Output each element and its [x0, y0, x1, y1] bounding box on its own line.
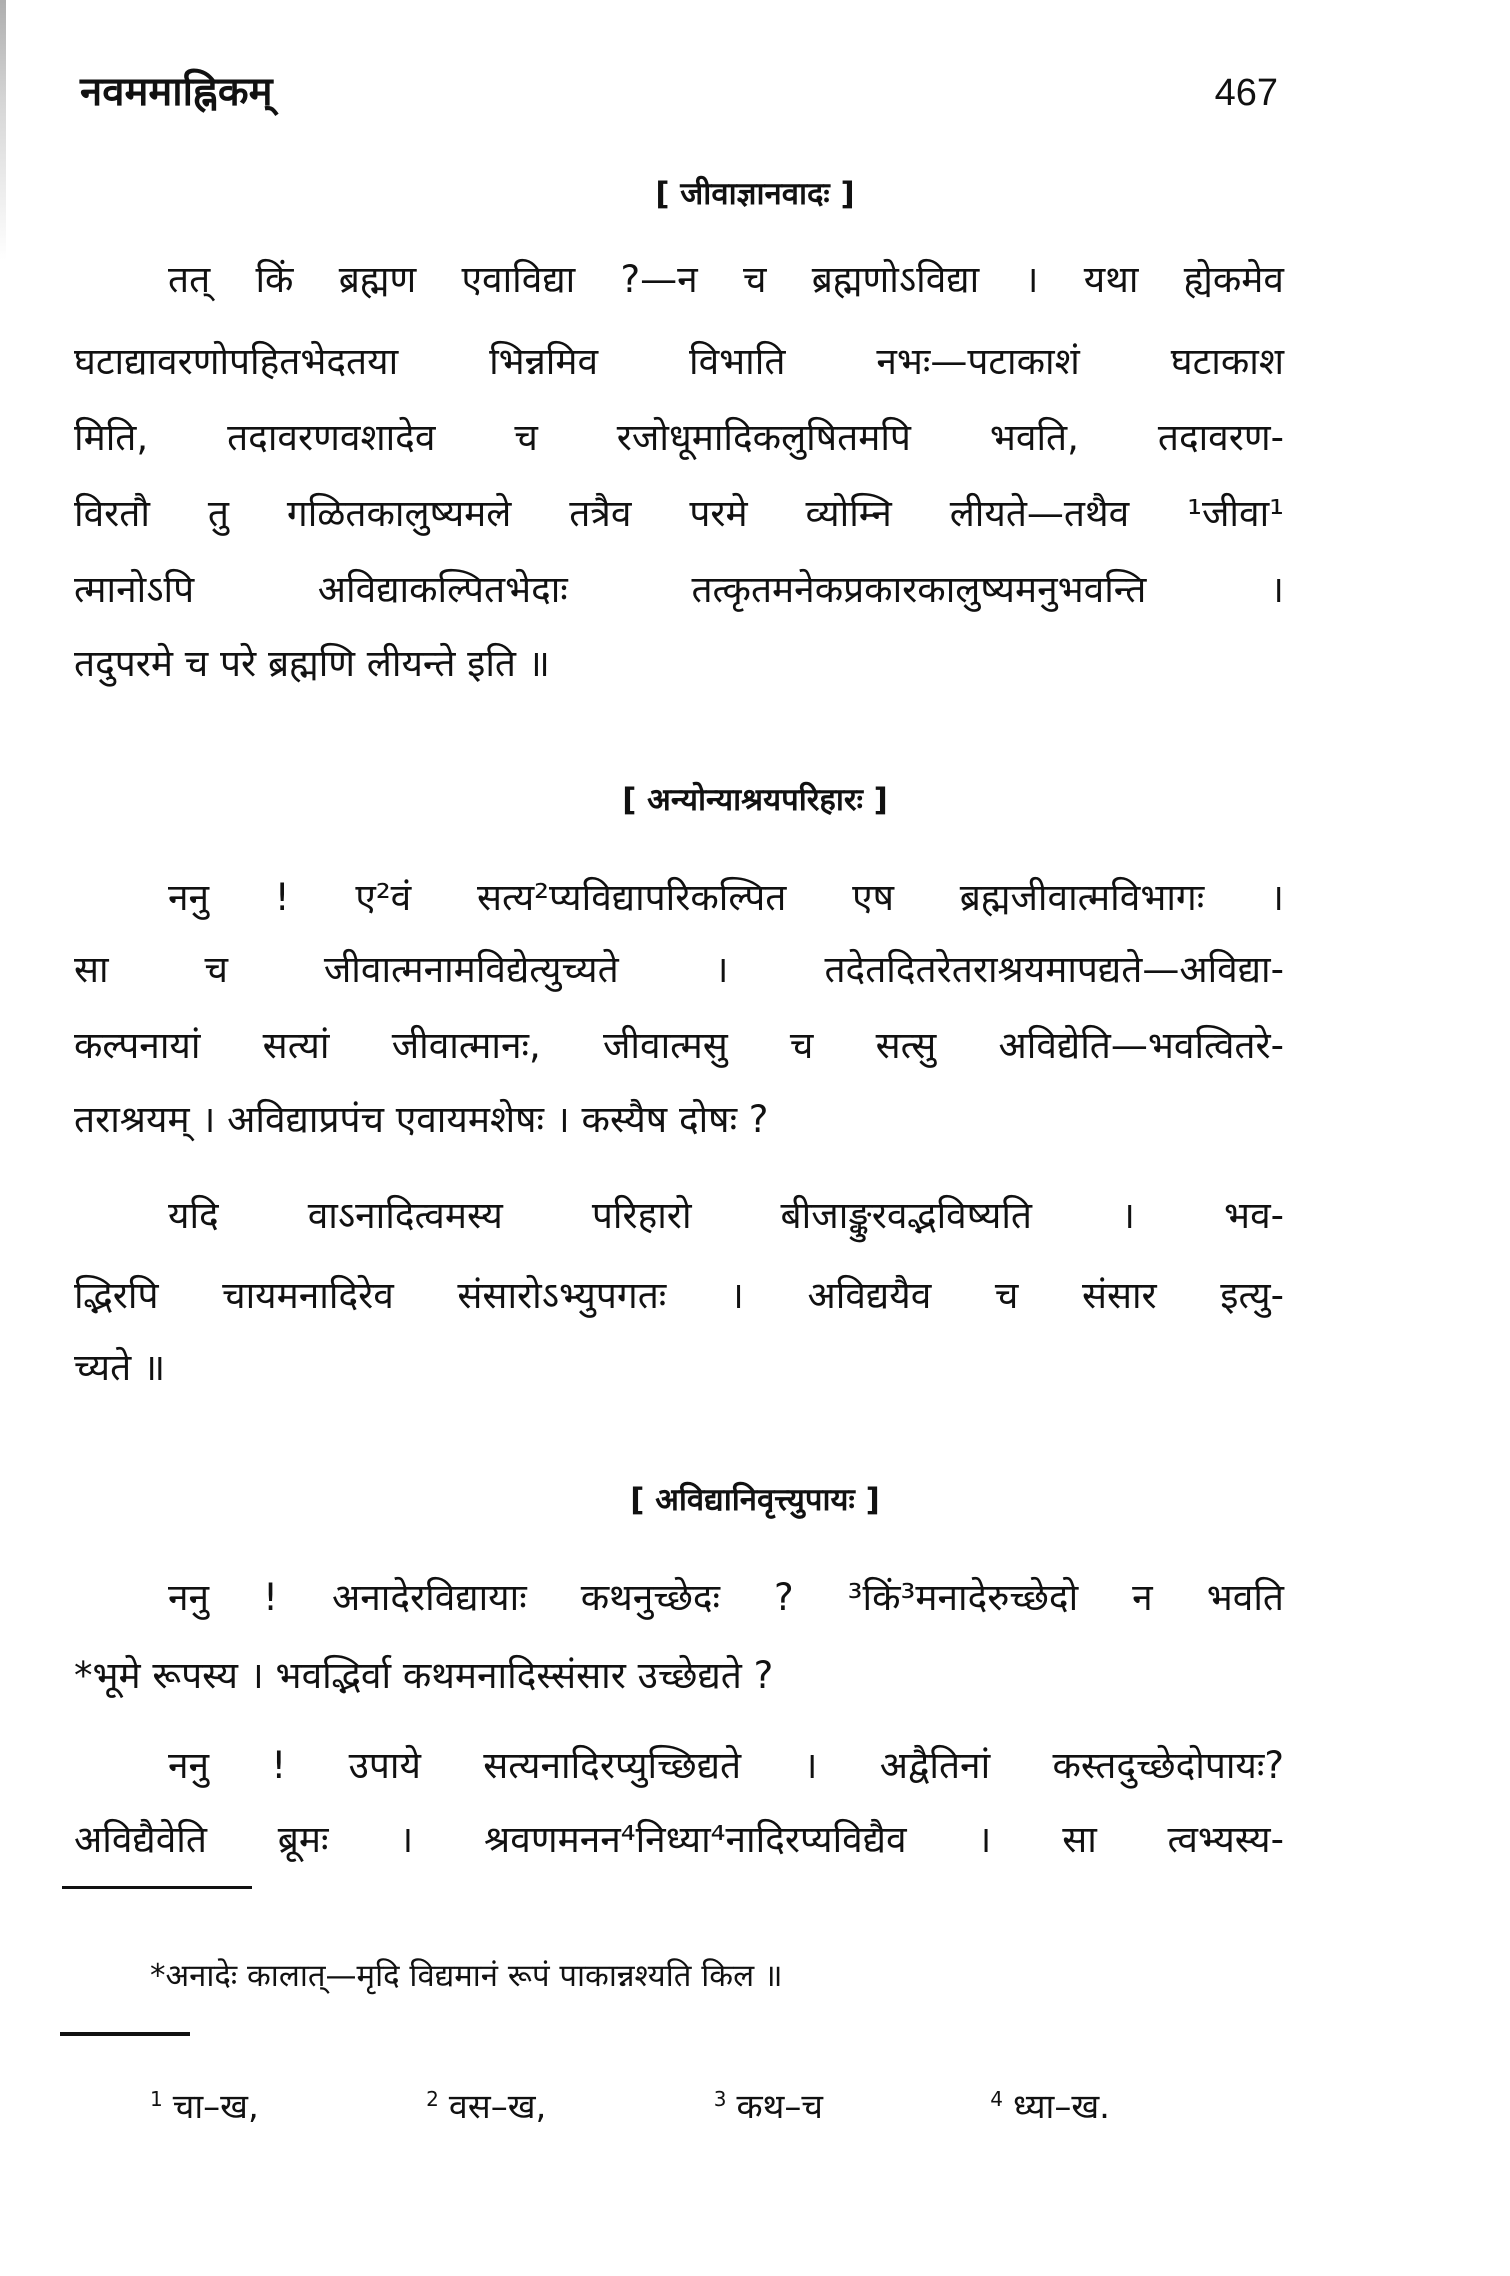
text-line: कल्पनायां सत्यां जीवात्मानः, जीवात्मसु च सत्सु अविद्येति—भवत्वितरे- [74, 1024, 1284, 1067]
text-line: तत् किं ब्रह्मण एवाविद्या ?—न च ब्रह्मणोऽविद्या । यथा ह्येकमेव [168, 258, 1284, 301]
scan-edge-shadow [0, 0, 6, 260]
variant-text: वस–ख, [448, 2087, 547, 2127]
text-line: घटाद्यावरणोपहितभेदतया भिन्नमिव विभाति नभः—पटाकाशं घटाकाश [74, 340, 1284, 383]
text-line: *भूमे रूपस्य । भवद्भिर्वा कथमनादिस्संसार उच्छेद्यते ? [74, 1654, 774, 1697]
section-heading: [ अविद्यानिवृत्त्युपायः ] [630, 1482, 880, 1518]
text-line: च्यते ॥ [74, 1346, 166, 1389]
variant-reading [714, 2082, 823, 2128]
variant-number: 2 [426, 2086, 439, 2111]
text-line: ननु ! ए²वं सत्य²प्यविद्यापरिकल्पित एष ब्रह्मजीवात्मविभागः । [168, 876, 1284, 919]
text-line: यदि वाऽनादित्वमस्य परिहारो बीजाङ्कुरवद्भविष्यति । भव- [168, 1194, 1284, 1237]
running-head [80, 62, 1278, 117]
variant-reading [150, 2082, 259, 2128]
running-title: नवममाह्निकम् [80, 69, 273, 115]
text-line: त्मानोऽपि अविद्याकल्पितभेदाः तत्कृतमनेकप्रकारकालुष्यमनुभवन्ति । [74, 568, 1284, 611]
variant-number: 1 [150, 2086, 163, 2111]
variant-reading [426, 2082, 546, 2128]
variant-text: ध्या–ख. [1013, 2087, 1110, 2127]
text-line: विरतौ तु गळितकालुष्यमले तत्रैव परमे व्योम्नि लीयते—तथैव ¹जीवा¹ [74, 492, 1284, 535]
variant-text: कथ–च [736, 2087, 823, 2127]
text-line: ननु ! अनादेरविद्यायाः कथनुच्छेदः ? ³किं³मनादेरुच्छेदो न भवति [168, 1576, 1284, 1619]
section-heading: [ जीवाज्ञानवादः ] [655, 176, 855, 212]
text-line: सा च जीवात्मनामविद्येत्युच्यते । तदेतदितरेतराश्रयमापद्यते—अविद्या- [74, 948, 1284, 991]
footnote-rule [62, 1886, 252, 1889]
section-heading: [ अन्योन्याश्रयपरिहारः ] [622, 782, 888, 818]
variant-readings [150, 2082, 1110, 2128]
variant-rule [60, 2032, 190, 2036]
text-line: ननु ! उपाये सत्यनादिरप्युच्छिद्यते । अद्वैतिनां कस्तदुच्छेदोपायः? [168, 1744, 1284, 1787]
text-line: तराश्रयम् । अविद्याप्रपंच एवायमशेषः । कस्यैष दोषः ? [74, 1098, 769, 1141]
text-line: मिति, तदावरणवशादेव च रजोधूमादिकलुषितमपि भवति, तदावरण- [74, 416, 1284, 459]
text-line: तदुपरमे च परे ब्रह्मणि लीयन्ते इति ॥ [74, 642, 550, 685]
variant-number: 3 [713, 2086, 727, 2111]
text-line: अविद्यैवेति ब्रूमः । श्रवणमनन⁴निध्या⁴नादिरप्यविद्यैव । सा त्वभ्यस्य- [74, 1818, 1284, 1861]
page-number: 467 [1214, 72, 1278, 114]
text-line: द्भिरपि चायमनादिरेव संसारोऽभ्युपगतः । अविद्ययैव च संसार इत्यु- [74, 1274, 1284, 1317]
footnote-star: *अनादेः कालात्—मृदि विद्यमानं रूपं पाकान्नश्यति किल ॥ [150, 1958, 783, 1994]
variant-number: 4 [990, 2086, 1004, 2111]
variant-text: चा–ख, [172, 2087, 259, 2127]
variant-reading [990, 2082, 1110, 2128]
